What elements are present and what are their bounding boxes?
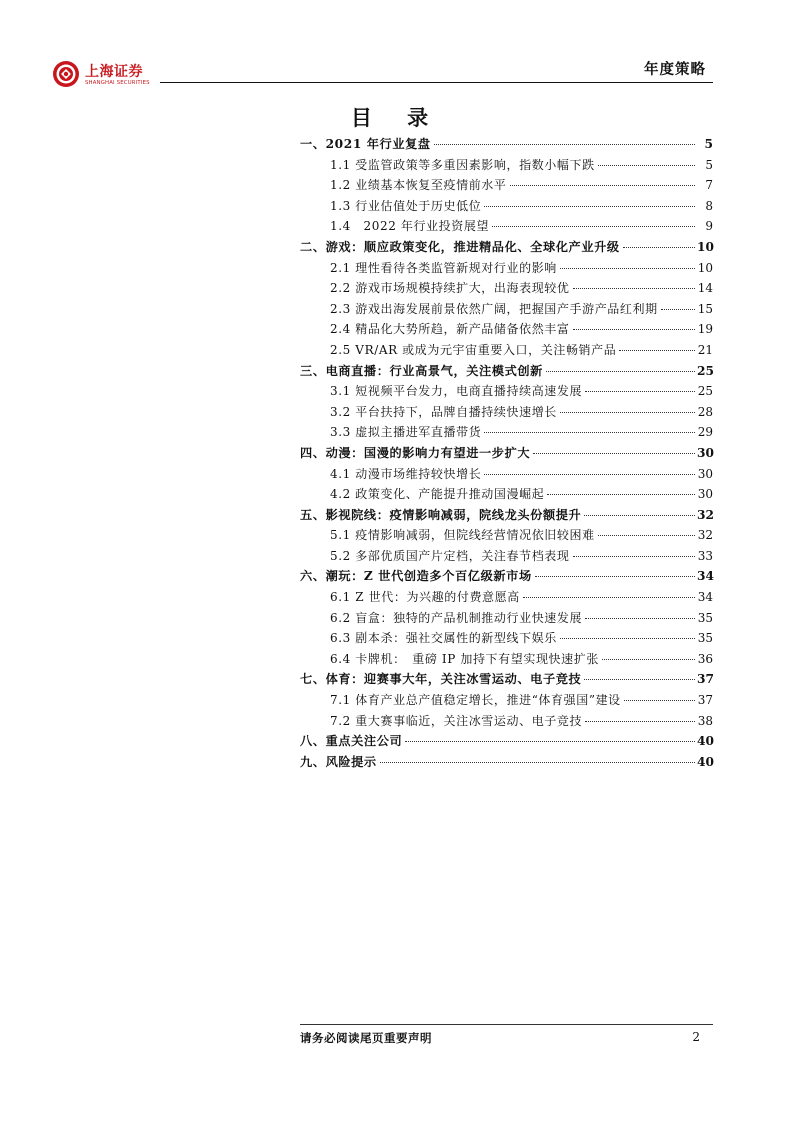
toc-entry-label: 2.4 精品化大势所趋，新产品储备依然丰富 xyxy=(330,322,570,337)
toc-dot-leader xyxy=(510,185,696,186)
toc-dot-leader xyxy=(547,494,695,495)
toc-entry-label: 七、体育：迎赛事大年，关注冰雪运动、电子竞技 xyxy=(300,672,582,687)
toc-entry-page: 5 xyxy=(705,157,713,172)
header-divider xyxy=(160,82,713,83)
toc-entry-page: 9 xyxy=(705,219,713,234)
toc-section-entry[interactable] xyxy=(300,279,713,300)
toc-dot-leader xyxy=(560,412,695,413)
toc-entry-label: 3.2 平台扶持下，品牌自播持续快速增长 xyxy=(330,404,557,419)
toc-entry-label: 7.2 重大赛事临近，关注冰雪运动、电子竞技 xyxy=(330,713,583,728)
logo-emblem-icon xyxy=(52,60,80,88)
toc-entry-label: 5.2 多部优质国产片定档，关注春节档表现 xyxy=(330,548,570,563)
toc-entry-label: 4.2 政策变化、产能提升推动国漫崛起 xyxy=(330,487,545,502)
toc-section-entry[interactable] xyxy=(300,176,713,197)
toc-section-entry[interactable] xyxy=(300,547,713,568)
toc-dot-leader xyxy=(533,453,695,454)
toc-section-entry[interactable] xyxy=(300,403,713,424)
toc-dot-leader xyxy=(405,741,695,742)
toc-entry-label: 6.4 卡牌机： 重磅 IP 加持下有望实现快速扩张 xyxy=(330,651,599,666)
toc-chapter-entry[interactable] xyxy=(300,732,713,753)
toc-entry-page: 14 xyxy=(697,281,713,296)
toc-dot-leader xyxy=(573,556,696,557)
toc-entry-label: 6.1 Z 世代：为兴趣的付费意愿高 xyxy=(330,590,520,605)
toc-entry-page: 32 xyxy=(697,507,714,522)
toc-dot-leader xyxy=(484,474,695,475)
toc-entry-page: 34 xyxy=(697,569,714,584)
toc-entry-page: 29 xyxy=(697,425,713,440)
toc-entry-label: 一、2021 年行业复盘 xyxy=(300,137,431,151)
footer-disclaimer: 请务必阅读尾页重要声明 xyxy=(300,1031,432,1045)
toc-entry-page: 37 xyxy=(697,693,713,708)
toc-section-entry[interactable] xyxy=(300,156,713,177)
toc-dot-leader xyxy=(380,762,695,763)
toc-dot-leader xyxy=(523,597,695,598)
table-of-contents xyxy=(300,135,713,773)
toc-entry-page: 19 xyxy=(697,322,713,337)
toc-dot-leader xyxy=(573,329,696,330)
toc-dot-leader xyxy=(484,432,695,433)
toc-section-entry[interactable] xyxy=(300,526,713,547)
toc-dot-leader xyxy=(560,268,695,269)
toc-section-entry[interactable] xyxy=(300,423,713,444)
toc-dot-leader xyxy=(546,371,695,372)
toc-chapter-entry[interactable] xyxy=(300,567,713,588)
toc-entry-page: 35 xyxy=(697,610,713,625)
toc-entry-page: 32 xyxy=(697,528,713,543)
toc-section-entry[interactable] xyxy=(300,712,713,733)
toc-entry-label: 5.1 疫情影响减弱，但院线经营情况依旧较困难 xyxy=(330,528,595,543)
toc-entry-page: 21 xyxy=(697,342,713,357)
toc-entry-label: 二、游戏：顺应政策变化，推进精品化、全球化产业升级 xyxy=(300,239,620,254)
toc-entry-label: 6.2 盲盒：独特的产品机制推动行业快速发展 xyxy=(330,610,583,625)
toc-dot-leader xyxy=(434,144,695,145)
toc-dot-leader xyxy=(602,659,695,660)
toc-entry-label: 3.1 短视频平台发力，电商直播持续高速发展 xyxy=(330,384,583,399)
toc-entry-label: 1.4 2022 年行业投资展望 xyxy=(330,219,490,234)
toc-section-entry[interactable] xyxy=(300,382,713,403)
toc-dot-leader xyxy=(560,638,695,639)
toc-dot-leader xyxy=(573,288,696,289)
report-type-title: 年度策略 xyxy=(644,61,706,78)
toc-entry-label: 2.2 游戏市场规模持续扩大，出海表现较优 xyxy=(330,281,570,296)
toc-entry-label: 1.3 行业估值处于历史低位 xyxy=(330,198,482,213)
toc-dot-leader xyxy=(661,309,695,310)
toc-section-entry[interactable] xyxy=(300,609,713,630)
toc-entry-page: 36 xyxy=(697,651,713,666)
toc-entry-label: 2.5 VR/AR 或成为元宇宙重要入口，关注畅销产品 xyxy=(330,342,617,357)
toc-entry-label: 4.1 动漫市场维持较快增长 xyxy=(330,466,482,481)
toc-entry-page: 40 xyxy=(697,734,714,749)
toc-section-entry[interactable] xyxy=(300,588,713,609)
toc-section-entry[interactable] xyxy=(300,259,713,280)
toc-section-entry[interactable] xyxy=(300,217,713,238)
toc-entry-page: 37 xyxy=(697,672,714,687)
page-number: 2 xyxy=(692,1030,700,1044)
toc-entry-label: 1.2 业绩基本恢复至疫情前水平 xyxy=(330,178,507,193)
toc-entry-label: 四、动漫：国漫的影响力有望进一步扩大 xyxy=(300,445,531,460)
toc-entry-label: 三、电商直播：行业高景气，关注模式创新 xyxy=(300,363,543,378)
toc-heading: 目 录 xyxy=(350,105,443,130)
toc-dot-leader xyxy=(623,247,695,248)
toc-chapter-entry[interactable] xyxy=(300,506,713,527)
toc-entry-label: 八、重点关注公司 xyxy=(300,734,403,749)
logo-text-cn: 上海证券 xyxy=(85,64,143,80)
toc-section-entry[interactable] xyxy=(300,629,713,650)
toc-entry-page: 40 xyxy=(697,754,714,769)
toc-entry-page: 28 xyxy=(697,404,713,419)
toc-dot-leader xyxy=(585,721,695,722)
toc-entry-label: 五、影视院线：疫情影响减弱，院线龙头份额提升 xyxy=(300,507,582,522)
toc-entry-page: 8 xyxy=(705,198,713,213)
toc-dot-leader xyxy=(584,515,695,516)
toc-dot-leader xyxy=(598,165,695,166)
toc-entry-page: 25 xyxy=(697,384,713,399)
toc-chapter-entry[interactable] xyxy=(300,135,713,156)
toc-section-entry[interactable] xyxy=(300,485,713,506)
toc-chapter-entry[interactable] xyxy=(300,444,713,465)
toc-chapter-entry[interactable] xyxy=(300,238,713,259)
company-logo xyxy=(52,60,167,90)
toc-entry-label: 1.1 受监管政策等多重因素影响，指数小幅下跌 xyxy=(330,157,595,172)
toc-entry-label: 六、潮玩：Z 世代创造多个百亿级新市场 xyxy=(300,569,532,584)
toc-entry-label: 2.3 游戏出海发展前景依然广阔，把握国产手游产品红利期 xyxy=(330,301,658,316)
toc-entry-page: 38 xyxy=(697,713,713,728)
toc-dot-leader xyxy=(535,576,695,577)
toc-section-entry[interactable] xyxy=(300,650,713,671)
toc-entry-label: 九、风险提示 xyxy=(300,754,377,769)
toc-dot-leader xyxy=(624,700,695,701)
toc-section-entry[interactable] xyxy=(300,300,713,321)
toc-dot-leader xyxy=(619,350,695,351)
toc-chapter-entry[interactable] xyxy=(300,670,713,691)
toc-entry-page: 10 xyxy=(697,260,713,275)
toc-entry-label: 6.3 剧本杀：强社交属性的新型线下娱乐 xyxy=(330,631,557,646)
toc-entry-page: 15 xyxy=(697,301,713,316)
toc-dot-leader xyxy=(484,206,695,207)
toc-chapter-entry[interactable] xyxy=(300,753,713,774)
toc-dot-leader xyxy=(598,535,695,536)
toc-chapter-entry[interactable] xyxy=(300,362,713,383)
toc-entry-label: 2.1 理性看待各类监管新规对行业的影响 xyxy=(330,260,557,275)
toc-section-entry[interactable] xyxy=(300,341,713,362)
logo-text-en: SHANGHAI SECURITIES xyxy=(85,80,150,86)
toc-section-entry[interactable] xyxy=(300,320,713,341)
page-header xyxy=(0,0,793,90)
toc-dot-leader xyxy=(584,679,695,680)
toc-dot-leader xyxy=(585,618,695,619)
toc-dot-leader xyxy=(492,226,695,227)
toc-entry-page: 30 xyxy=(697,445,714,460)
footer-divider xyxy=(300,1024,713,1025)
toc-entry-page: 35 xyxy=(697,631,713,646)
toc-entry-page: 25 xyxy=(697,363,714,378)
toc-section-entry[interactable] xyxy=(300,465,713,486)
toc-entry-page: 7 xyxy=(705,178,713,193)
toc-entry-page: 10 xyxy=(697,239,714,254)
toc-section-entry[interactable] xyxy=(300,197,713,218)
toc-entry-page: 33 xyxy=(697,548,713,563)
toc-entry-label: 3.3 虚拟主播进军直播带货 xyxy=(330,425,482,440)
toc-dot-leader xyxy=(585,391,695,392)
toc-entry-label: 7.1 体育产业总产值稳定增长，推进“体育强国”建设 xyxy=(330,693,621,708)
toc-entry-page: 30 xyxy=(697,466,713,481)
toc-section-entry[interactable] xyxy=(300,691,713,712)
toc-entry-page: 34 xyxy=(697,590,713,605)
toc-entry-page: 30 xyxy=(697,487,713,502)
toc-entry-page: 5 xyxy=(704,137,713,151)
